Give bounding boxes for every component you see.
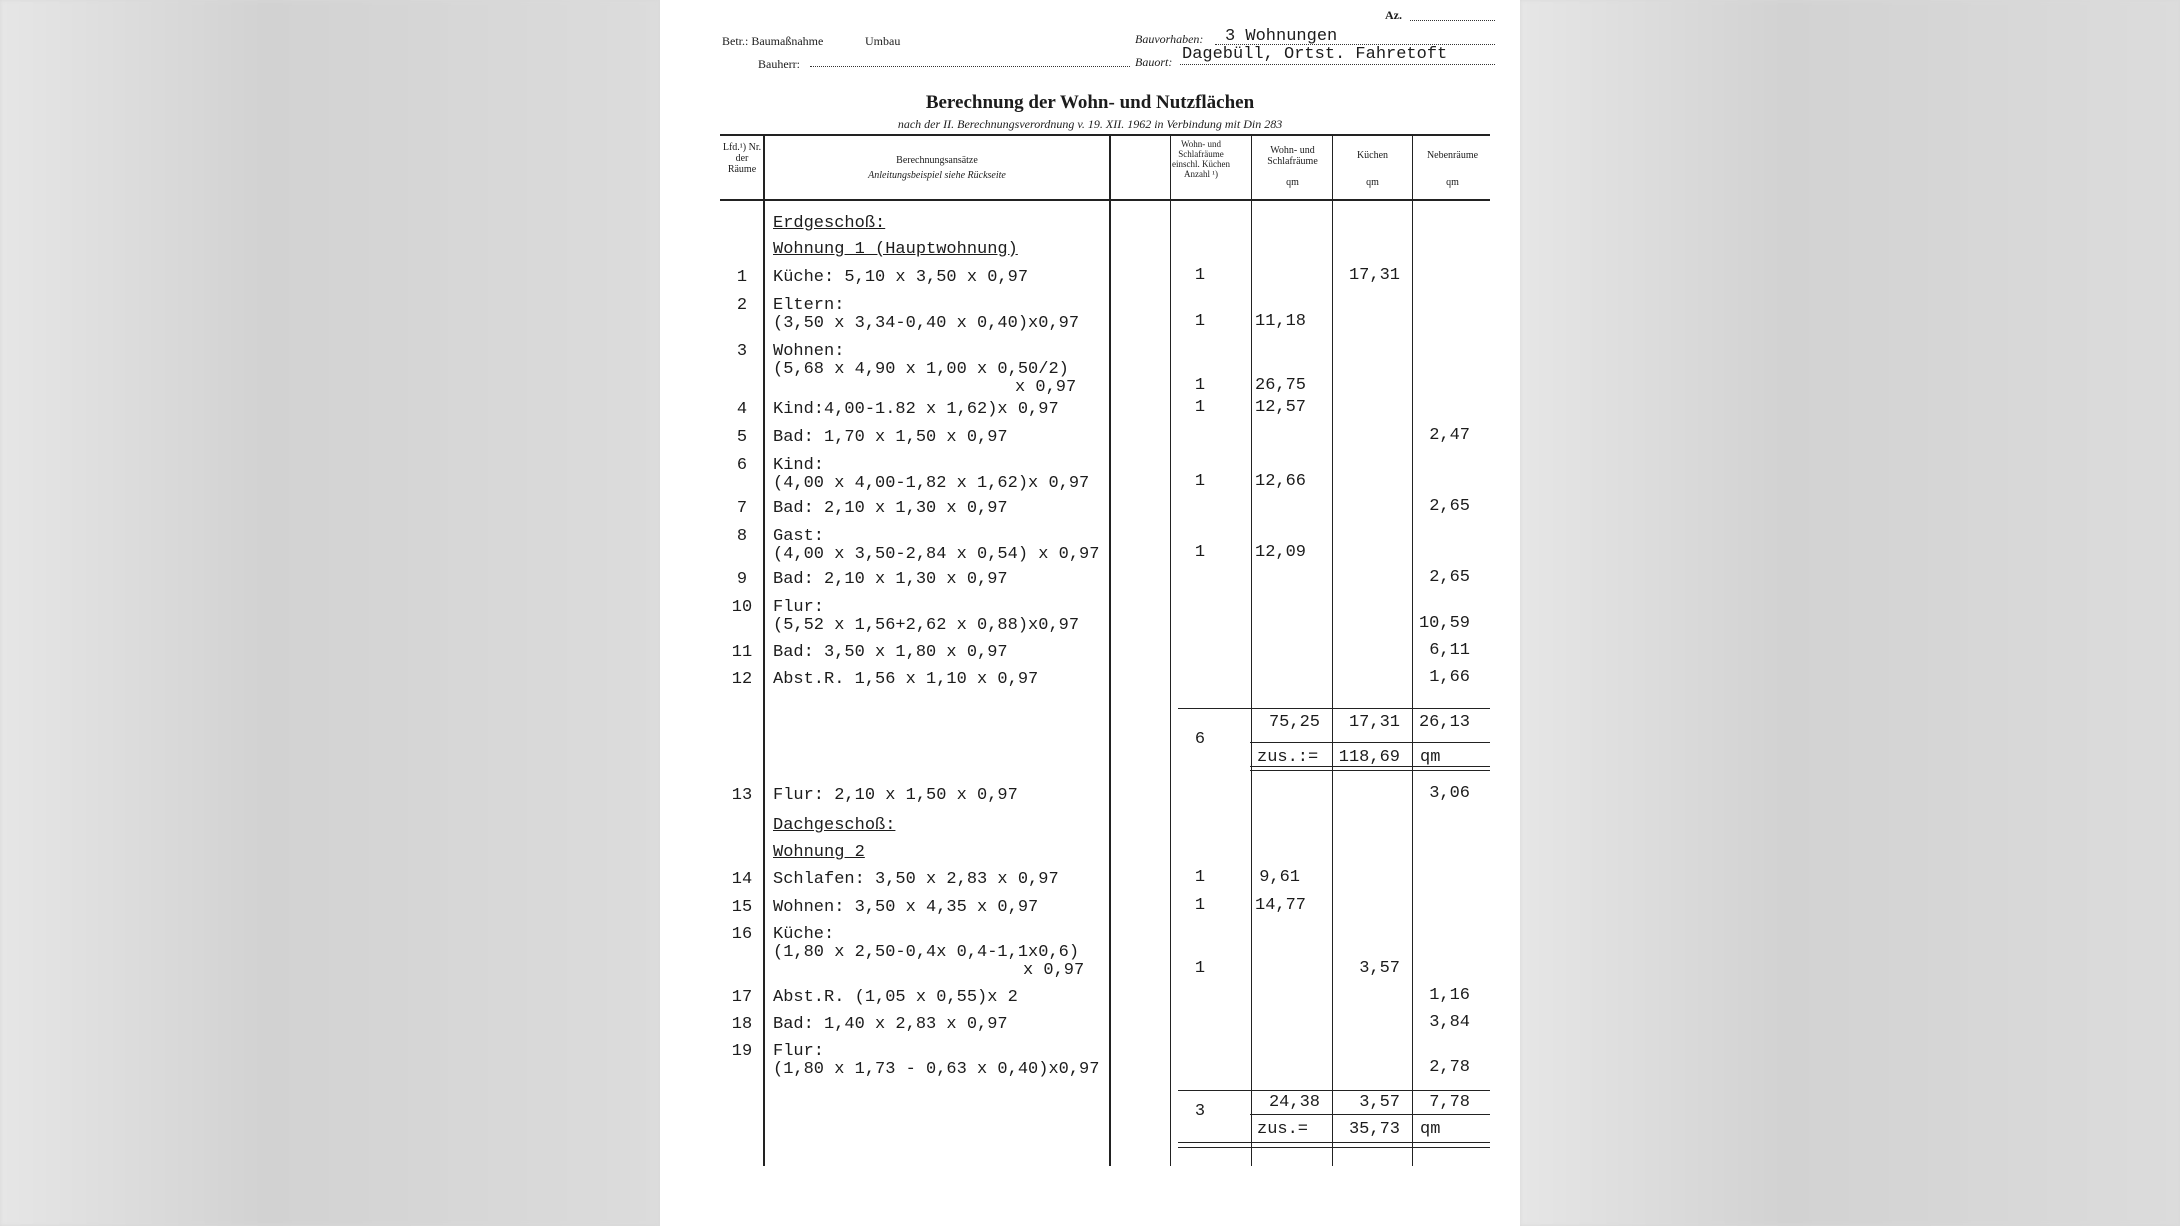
row-formula-line1: Gast: [773,527,825,546]
row-neben-area: 6,11 [1429,641,1470,660]
total2-unit: qm [1420,1120,1441,1139]
colhead-kuechen-unit: qm [1366,177,1379,188]
row-formula-line2: (4,00 x 4,00-1,82 x 1,62)x 0,97 [773,474,1090,493]
row-number: 4 [736,400,748,419]
row-formula-line2: (1,80 x 2,50-0,4x 0,4-1,1x0,6) [773,943,1080,962]
document-subtitle: nach der II. Berechnungsverordnung v. 19. XII. 1962 in Verbindung mit Din 283 [897,117,1283,131]
total2-kuechen: 3,57 [1359,1093,1400,1112]
row-number: 14 [731,870,753,889]
col-divider-ansaetze [1109,134,1111,1166]
row-number: 16 [731,925,753,944]
row-formula-line1: Schlafen: 3,50 x 2,83 x 0,97 [773,870,1059,889]
colhead-neben-unit: qm [1446,177,1459,188]
total1-bottom-rule-b [1250,770,1490,771]
col-divider-wohn [1251,134,1252,1166]
colhead-anzahl: Wohn- und Schlafräume einschl. Küchen Anzahl ¹) [1172,139,1230,179]
bauvorhaben-value: 3 Wohnungen [1225,27,1338,46]
bauort-line [1180,64,1495,65]
bauherr-label: Bauherr: [758,57,800,71]
row-number: 8 [736,527,748,546]
row-number: 19 [731,1042,753,1061]
row-formula-line1: Wohnen: [773,342,845,361]
row-neben-area: 2,47 [1429,426,1470,445]
row-wohn-area: 14,77 [1255,896,1307,915]
row-formula-line2: (3,50 x 3,34-0,40 x 0,40)x0,97 [773,314,1080,333]
row-number: 1 [736,268,748,287]
row-formula-line3: x 0,97 [1015,378,1077,397]
colhead-ansaetze: Berechnungsansätze [896,155,978,166]
row-formula-line1: Küche: 5,10 x 3,50 x 0,97 [773,268,1029,287]
row-neben-area: 1,16 [1429,986,1470,1005]
row-formula-line2: (4,00 x 3,50-2,84 x 0,54) x 0,97 [773,545,1100,564]
section-wohnung-2: Wohnung 2 [773,843,865,862]
row-number: 9 [736,570,748,589]
row-formula-line1: Eltern: [773,296,845,315]
total1-top-rule [1178,708,1490,709]
bauherr-line [810,66,1130,67]
row-neben-area: 10,59 [1418,614,1470,633]
row-kuechen-area: 3,57 [1359,959,1400,978]
total2-zus-value: 35,73 [1348,1120,1400,1139]
az-label: Az. [1385,8,1402,22]
row-formula-line1: Kind: [773,456,825,475]
blurred-background-left [0,0,660,1226]
colhead-lfd: Lfd.¹) Nr. der Räume [722,142,762,175]
total2-anzahl: 3 [1194,1102,1206,1121]
total1-wohn: 75,25 [1268,713,1320,732]
row-number: 11 [731,643,753,662]
row-wohn-area: 12,09 [1255,543,1307,562]
row-formula-line1: Flur: 2,10 x 1,50 x 0,97 [773,786,1018,805]
row-anzahl: 1 [1194,868,1206,887]
row-formula-line1: Flur: [773,1042,825,1061]
az-line [1410,20,1495,21]
row-number: 12 [731,670,753,689]
total1-zus-value: 118,69 [1338,748,1400,767]
colhead-wohn: Wohn- und Schlafräume [1267,145,1318,167]
row-formula-line1: Bad: 2,10 x 1,30 x 0,97 [773,499,1008,518]
row-anzahl: 1 [1194,376,1206,395]
row-formula-line1: Abst.R. 1,56 x 1,10 x 0,97 [773,670,1039,689]
row-formula-line1: Abst.R. (1,05 x 0,55)x 2 [773,988,1018,1007]
row-formula-line1: Flur: [773,598,825,617]
col-divider-kuechen [1332,134,1333,1166]
col-divider-nr [763,134,765,1166]
total1-neben: 26,13 [1418,713,1470,732]
row-formula-line1: Bad: 1,70 x 1,50 x 0,97 [773,428,1008,447]
document-page [660,0,1520,1226]
row-anzahl: 1 [1194,896,1206,915]
row-formula-line2: (5,52 x 1,56+2,62 x 0,88)x0,97 [773,616,1080,635]
col-divider-neben [1412,134,1413,1166]
total1-mid-rule [1250,742,1490,743]
row-number: 17 [731,988,753,1007]
row-neben-area: 1,66 [1429,668,1470,687]
colhead-neben: Nebenräume [1426,150,1479,161]
row-number: 10 [731,598,753,617]
row-anzahl: 1 [1194,959,1206,978]
row-neben-area: 2,78 [1429,1058,1470,1077]
row-anzahl: 1 [1194,543,1206,562]
total1-kuechen: 17,31 [1348,713,1400,732]
total1-anzahl: 6 [1194,730,1206,749]
row-number: 18 [731,1015,753,1034]
row-number: 7 [736,499,748,518]
row-formula-line1: Kind:4,00-1.82 x 1,62)x 0,97 [773,400,1059,419]
row-formula-line1: Küche: [773,925,835,944]
row-wohn-area: 12,57 [1255,398,1307,417]
row-anzahl: 1 [1194,472,1206,491]
row-formula-line1: Bad: 3,50 x 1,80 x 0,97 [773,643,1008,662]
bauort-label: Bauort: [1135,55,1173,69]
total1-zus-label: zus.:= [1257,748,1319,767]
total2-zus-label: zus.= [1257,1120,1309,1139]
table-header-rule [720,199,1490,201]
row-wohn-area: 9,61 [1259,868,1300,887]
total2-mid-rule [1250,1114,1490,1115]
row-wohn-area: 12,66 [1255,472,1307,491]
total1-unit: qm [1420,748,1441,767]
row-formula-line3: x 0,97 [1023,961,1085,980]
colhead-wohn-unit: qm [1286,177,1299,188]
row-neben-area: 3,06 [1429,784,1470,803]
total2-wohn: 24,38 [1268,1093,1320,1112]
section-erdgeschoss: Erdgeschoß: [773,214,886,233]
row-formula-line2: (5,68 x 4,90 x 1,00 x 0,50/2) [773,360,1069,379]
total2-bottom-rule-a [1178,1142,1490,1143]
row-formula-line1: Bad: 2,10 x 1,30 x 0,97 [773,570,1008,589]
total2-neben: 7,78 [1429,1093,1470,1112]
row-number: 2 [736,296,748,315]
row-anzahl: 1 [1194,266,1206,285]
row-formula-line1: Bad: 1,40 x 2,83 x 0,97 [773,1015,1008,1034]
row-number: 3 [736,342,748,361]
row-anzahl: 1 [1194,312,1206,331]
betr-value: Umbau [865,34,901,48]
row-anzahl: 1 [1194,398,1206,417]
section-dachgeschoss: Dachgeschoß: [773,816,896,835]
blurred-background-right [1520,0,2180,1226]
row-neben-area: 2,65 [1429,568,1470,587]
row-number: 15 [731,898,753,917]
betr-label: Betr.: Baumaßnahme [722,34,824,48]
colhead-ansaetze-sub: Anleitungsbeispiel siehe Rückseite [868,170,1006,181]
total2-top-rule [1178,1090,1490,1091]
row-neben-area: 2,65 [1429,497,1470,516]
row-neben-area: 3,84 [1429,1013,1470,1032]
row-formula-line1: Wohnen: 3,50 x 4,35 x 0,97 [773,898,1039,917]
total2-bottom-rule-b [1178,1147,1490,1148]
bauvorhaben-label: Bauvorhaben: [1135,32,1204,46]
row-wohn-area: 26,75 [1255,376,1307,395]
row-formula-line2: (1,80 x 1,73 - 0,63 x 0,40)x0,97 [773,1060,1100,1079]
row-kuechen-area: 17,31 [1348,266,1400,285]
row-wohn-area: 11,18 [1255,312,1307,331]
row-number: 6 [736,456,748,475]
section-wohnung-1: Wohnung 1 (Hauptwohnung) [773,240,1018,259]
row-number: 5 [736,428,748,447]
document-title: Berechnung der Wohn- und Nutzflächen [925,92,1255,113]
colhead-kuechen: Küchen [1356,150,1389,161]
bauort-value: Dagebüll, Ortst. Fahretoft [1182,45,1448,64]
col-divider-anzahl [1170,134,1171,1166]
row-number: 13 [731,786,753,805]
table-top-rule [720,134,1490,136]
